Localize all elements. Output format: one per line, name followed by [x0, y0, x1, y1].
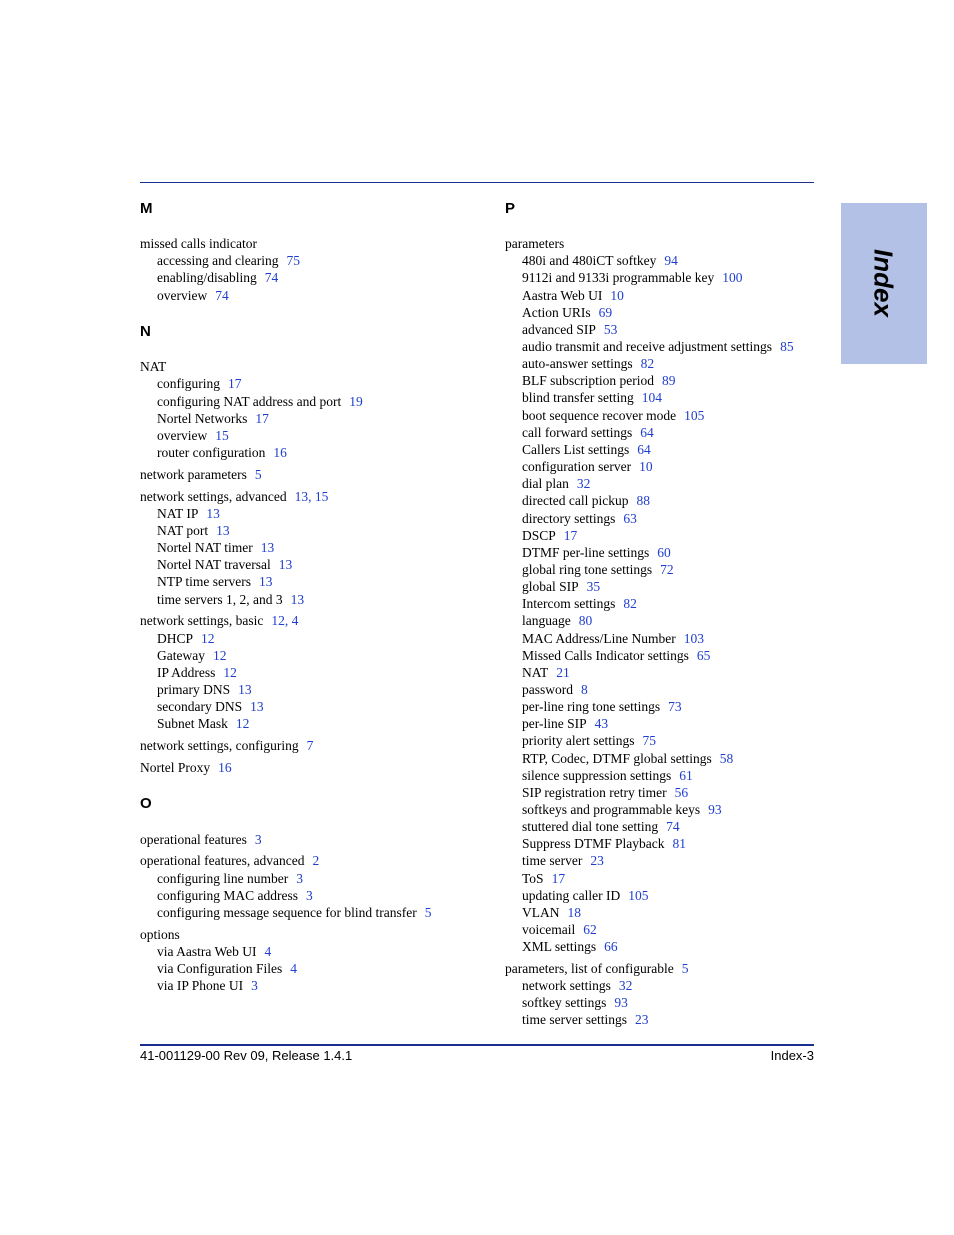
section-letter: N — [140, 323, 151, 340]
page-link[interactable]: 5 — [424, 905, 432, 920]
index-subentry — [157, 591, 304, 608]
entry-term: via Configuration Files — [157, 961, 283, 976]
entry-term: time servers 1, 2, and 3 — [157, 592, 283, 607]
page-link[interactable]: 85 — [780, 339, 794, 354]
page-link[interactable]: 73 — [668, 699, 682, 714]
page-link[interactable]: 12 — [235, 716, 250, 731]
index-entry — [140, 488, 328, 505]
page-link[interactable]: 60 — [657, 545, 671, 560]
entry-term: stuttered dial tone setting — [522, 819, 659, 834]
entry-term: Gateway — [157, 648, 205, 663]
entry-term: per-line ring tone settings — [522, 699, 661, 714]
index-subentry — [522, 818, 680, 835]
entry-term: Nortel NAT timer — [157, 540, 253, 555]
entry-term: parameters, list of configurable — [505, 961, 674, 976]
page-link[interactable]: 74 — [264, 270, 279, 285]
index-subentry — [522, 852, 604, 869]
page-link[interactable]: 2 — [312, 853, 320, 868]
index-subentry — [522, 612, 592, 629]
index-subentry — [157, 904, 432, 921]
entry-term: Subnet Mask — [157, 716, 228, 731]
entry-term: DHCP — [157, 631, 194, 646]
entry-term: configuring — [157, 376, 220, 391]
index-subentry — [157, 427, 229, 444]
index-subentry — [522, 835, 686, 852]
page-link[interactable]: 13 — [238, 682, 252, 697]
page-link[interactable]: 61 — [679, 768, 693, 783]
page-link[interactable]: 3 — [251, 978, 258, 993]
page-link[interactable]: 10 — [610, 288, 624, 303]
entry-term: time server settings — [522, 1012, 627, 1027]
entry-term: DSCP — [522, 528, 556, 543]
entry-term: global SIP — [522, 579, 579, 594]
page-link[interactable]: 17 — [228, 376, 242, 391]
entry-term: XML settings — [522, 939, 597, 954]
page-link[interactable]: 69 — [598, 305, 613, 320]
index-subentry — [157, 664, 237, 681]
index-subentry — [522, 269, 742, 286]
entry-term: overview — [157, 428, 208, 443]
section-letter: P — [505, 200, 516, 217]
page-link[interactable]: 17 — [255, 411, 269, 426]
page-link[interactable]: 82 — [640, 356, 655, 371]
index-subentry — [522, 887, 648, 904]
page-link[interactable]: 5 — [254, 467, 262, 482]
page-link[interactable]: 75 — [286, 253, 300, 268]
index-subentry — [522, 561, 674, 578]
index-subentry — [522, 870, 565, 887]
page-link[interactable]: 16 — [273, 445, 287, 460]
page-link[interactable]: 89 — [662, 373, 676, 388]
entry-term: blind transfer setting — [522, 390, 634, 405]
page-link[interactable]: 13 — [260, 540, 275, 555]
entry-term: voicemail — [522, 922, 576, 937]
page-link[interactable]: 93 — [614, 995, 628, 1010]
page-link[interactable]: 17 — [563, 528, 578, 543]
page-link[interactable]: 10 — [639, 459, 653, 474]
side-tab-label: Index — [868, 249, 899, 317]
index-subentry — [522, 1011, 648, 1028]
index-subentry — [522, 801, 722, 818]
entry-term: 480i and 480iCT softkey — [522, 253, 657, 268]
entry-term: language — [522, 613, 571, 628]
entry-term: operational features, advanced — [140, 853, 305, 868]
page-link[interactable]: 13 — [216, 523, 230, 538]
page-link[interactable]: 13 — [290, 592, 305, 607]
page-link[interactable]: 13, 15 — [294, 489, 329, 504]
index-subentry — [522, 767, 693, 784]
page-link[interactable]: 5 — [681, 961, 689, 976]
page-link[interactable]: 103 — [683, 631, 704, 646]
index-subentry — [522, 977, 632, 994]
index-subentry — [522, 338, 794, 355]
page-link[interactable]: 12 — [201, 631, 215, 646]
index-subentry — [522, 630, 704, 647]
entry-term: network settings, configuring — [140, 738, 299, 753]
entry-term: softkeys and programmable keys — [522, 802, 701, 817]
entry-term: advanced SIP — [522, 322, 596, 337]
entry-term: Nortel Proxy — [140, 760, 211, 775]
index-subentry — [522, 527, 577, 544]
index-subentry — [157, 647, 226, 664]
entry-term: network settings — [522, 978, 611, 993]
entry-term: configuring message sequence for blind transfer — [157, 905, 417, 920]
page-link[interactable]: 4 — [264, 944, 272, 959]
index-subentry — [157, 522, 230, 539]
entry-term: audio transmit and receive adjustment settings — [522, 339, 773, 354]
entry-term: Nortel Networks — [157, 411, 248, 426]
entry-term: NAT IP — [157, 506, 199, 521]
index-entry — [140, 759, 232, 776]
index-subentry — [522, 784, 688, 801]
index-subentry — [157, 870, 303, 887]
index-entry — [140, 926, 180, 943]
page-link[interactable]: 72 — [660, 562, 674, 577]
entry-term: global ring tone settings — [522, 562, 653, 577]
index-entry — [140, 235, 257, 252]
index-subentry — [157, 943, 271, 960]
entry-term: MAC Address/Line Number — [522, 631, 676, 646]
entry-term: missed calls indicator — [140, 236, 257, 251]
index-subentry — [157, 630, 215, 647]
entry-term: ToS — [522, 871, 544, 886]
index-entry — [140, 612, 298, 629]
page-link[interactable]: 82 — [623, 596, 637, 611]
index-subentry — [522, 681, 588, 698]
page-link[interactable]: 19 — [349, 394, 363, 409]
index-subentry — [157, 887, 313, 904]
entry-term: directed call pickup — [522, 493, 629, 508]
index-subentry — [522, 458, 653, 475]
entry-term: call forward settings — [522, 425, 633, 440]
entry-term: network parameters — [140, 467, 247, 482]
entry-term: priority alert settings — [522, 733, 635, 748]
index-entry — [505, 960, 688, 977]
page-link[interactable]: 23 — [590, 853, 604, 868]
entry-term: boot sequence recover mode — [522, 408, 677, 423]
index-subentry — [157, 444, 287, 461]
page-link[interactable]: 56 — [674, 785, 689, 800]
entry-term: per-line SIP — [522, 716, 587, 731]
index-subentry — [157, 681, 252, 698]
page-link[interactable]: 53 — [603, 322, 618, 337]
page-link[interactable]: 3 — [305, 888, 313, 903]
entry-term: network settings, basic — [140, 613, 264, 628]
index-subentry — [522, 355, 654, 372]
index-subentry — [157, 698, 264, 715]
index-subentry — [522, 389, 662, 406]
entry-term: primary DNS — [157, 682, 231, 697]
footer-doc-id: 41-001129-00 Rev 09, Release 1.4.1 — [140, 1048, 353, 1063]
entry-term: via IP Phone UI — [157, 978, 244, 993]
index-subentry — [522, 321, 617, 338]
entry-term: BLF subscription period — [522, 373, 654, 388]
index-entry — [140, 737, 313, 754]
entry-term: silence suppression settings — [522, 768, 672, 783]
entry-term: dial plan — [522, 476, 569, 491]
index-entry — [140, 466, 262, 483]
index-subentry — [522, 578, 600, 595]
index-subentry — [157, 715, 249, 732]
page-link[interactable]: 94 — [664, 253, 678, 268]
entry-term: accessing and clearing — [157, 253, 279, 268]
bottom-rule — [140, 1044, 814, 1046]
page-link[interactable]: 74 — [215, 288, 229, 303]
entry-term: configuring NAT address and port — [157, 394, 342, 409]
index-subentry — [157, 977, 258, 994]
index-subentry — [522, 544, 671, 561]
index-subentry — [157, 269, 278, 286]
page-link[interactable]: 32 — [618, 978, 633, 993]
page-link[interactable]: 13 — [278, 557, 293, 572]
page-link[interactable]: 35 — [586, 579, 601, 594]
page-link[interactable]: 58 — [719, 751, 734, 766]
index-subentry — [157, 960, 297, 977]
page-link[interactable]: 74 — [666, 819, 680, 834]
page-link[interactable]: 100 — [722, 270, 743, 285]
entry-term: Suppress DTMF Playback — [522, 836, 665, 851]
index-subentry — [522, 407, 704, 424]
index-subentry — [522, 595, 637, 612]
page-link[interactable]: 75 — [642, 733, 656, 748]
entry-term: IP Address — [157, 665, 216, 680]
page-link[interactable]: 17 — [551, 871, 566, 886]
footer-page-number: Index-3 — [770, 1048, 814, 1063]
entry-term: time server — [522, 853, 583, 868]
entry-term: NAT port — [157, 523, 209, 538]
entry-term: directory settings — [522, 511, 616, 526]
page-link[interactable]: 12 — [223, 665, 237, 680]
section-letter: O — [140, 795, 152, 812]
index-subentry — [522, 647, 710, 664]
page-link[interactable]: 65 — [696, 648, 711, 663]
index-subentry — [157, 252, 300, 269]
index-subentry — [522, 994, 628, 1011]
page-link[interactable]: 13 — [258, 574, 273, 589]
entry-term: network settings, advanced — [140, 489, 287, 504]
entry-term: router configuration — [157, 445, 266, 460]
entry-term: Action URIs — [522, 305, 591, 320]
page-link[interactable]: 64 — [640, 425, 654, 440]
index-subentry — [157, 393, 363, 410]
index-subentry — [157, 505, 220, 522]
index-entry — [505, 235, 564, 252]
entry-term: options — [140, 927, 180, 942]
page-link[interactable]: 23 — [634, 1012, 649, 1027]
page-link[interactable]: 13 — [206, 506, 220, 521]
entry-term: enabling/disabling — [157, 270, 257, 285]
page-link[interactable]: 93 — [708, 802, 722, 817]
entry-term: SIP registration retry timer — [522, 785, 667, 800]
entry-term: softkey settings — [522, 995, 607, 1010]
page-link[interactable]: 105 — [684, 408, 705, 423]
page-link[interactable]: 66 — [604, 939, 618, 954]
entry-term: configuration server — [522, 459, 632, 474]
page-link[interactable]: 104 — [641, 390, 662, 405]
entry-term: configuring line number — [157, 871, 289, 886]
page-link[interactable]: 81 — [672, 836, 686, 851]
index-subentry — [522, 252, 678, 269]
page-link[interactable]: 105 — [628, 888, 649, 903]
index-subentry — [522, 664, 570, 681]
section-letter: M — [140, 200, 153, 217]
index-entry — [140, 852, 319, 869]
entry-term: operational features — [140, 832, 247, 847]
index-subentry — [157, 287, 229, 304]
entry-term: updating caller ID — [522, 888, 621, 903]
top-rule — [140, 182, 814, 183]
entry-term: RTP, Codec, DTMF global settings — [522, 751, 712, 766]
index-subentry — [157, 410, 269, 427]
index-subentry — [522, 510, 637, 527]
page-link[interactable]: 18 — [567, 905, 581, 920]
entry-term: Missed Calls Indicator settings — [522, 648, 689, 663]
entry-term: NAT — [140, 359, 167, 374]
index-subentry — [522, 938, 618, 955]
entry-term: 9112i and 9133i programmable key — [522, 270, 715, 285]
index-subentry — [157, 556, 292, 573]
page-link[interactable]: 16 — [218, 760, 232, 775]
page-link[interactable]: 13 — [250, 699, 264, 714]
entry-term: NAT — [522, 665, 549, 680]
index-entry — [140, 831, 262, 848]
page-link[interactable]: 21 — [556, 665, 570, 680]
entry-term: Callers List settings — [522, 442, 630, 457]
index-subentry — [157, 573, 272, 590]
index-subentry — [522, 715, 608, 732]
page-link[interactable]: 3 — [296, 871, 303, 886]
index-entry — [140, 358, 166, 375]
index-subentry — [522, 732, 656, 749]
index-subentry — [522, 424, 654, 441]
entry-term: configuring MAC address — [157, 888, 298, 903]
index-subentry — [522, 921, 597, 938]
page-link[interactable]: 4 — [290, 961, 297, 976]
index-subentry — [522, 904, 581, 921]
index-subentry — [522, 698, 682, 715]
entry-term: VLAN — [522, 905, 560, 920]
entry-term: Nortel NAT traversal — [157, 557, 271, 572]
entry-term: via Aastra Web UI — [157, 944, 257, 959]
page-link[interactable]: 62 — [583, 922, 597, 937]
page-link[interactable]: 3 — [254, 832, 262, 847]
entry-term: Intercom settings — [522, 596, 616, 611]
entry-term: Aastra Web UI — [522, 288, 603, 303]
page-link[interactable]: 32 — [576, 476, 591, 491]
page-link[interactable]: 7 — [306, 738, 314, 753]
index-subentry — [157, 375, 242, 392]
index-subentry — [522, 287, 624, 304]
page-link[interactable]: 88 — [636, 493, 650, 508]
page-link[interactable]: 80 — [578, 613, 593, 628]
index-subentry — [522, 441, 651, 458]
page-link[interactable]: 8 — [581, 682, 588, 697]
entry-term: overview — [157, 288, 208, 303]
entry-term: password — [522, 682, 573, 697]
entry-term: DTMF per-line settings — [522, 545, 650, 560]
index-subentry — [522, 750, 733, 767]
index-subentry — [157, 539, 274, 556]
page-link[interactable]: 43 — [594, 716, 609, 731]
entry-term: secondary DNS — [157, 699, 243, 714]
index-side-tab[interactable] — [841, 203, 927, 364]
index-subentry — [522, 475, 590, 492]
index-subentry — [522, 492, 650, 509]
entry-term: auto-answer settings — [522, 356, 633, 371]
page-link[interactable]: 64 — [637, 442, 651, 457]
page-link[interactable]: 12 — [212, 648, 227, 663]
index-subentry — [522, 372, 676, 389]
page-link[interactable]: 12, 4 — [271, 613, 299, 628]
index-subentry — [522, 304, 612, 321]
entry-term: parameters — [505, 236, 565, 251]
entry-term: NTP time servers — [157, 574, 251, 589]
page-link[interactable]: 63 — [623, 511, 637, 526]
page-link[interactable]: 15 — [215, 428, 229, 443]
